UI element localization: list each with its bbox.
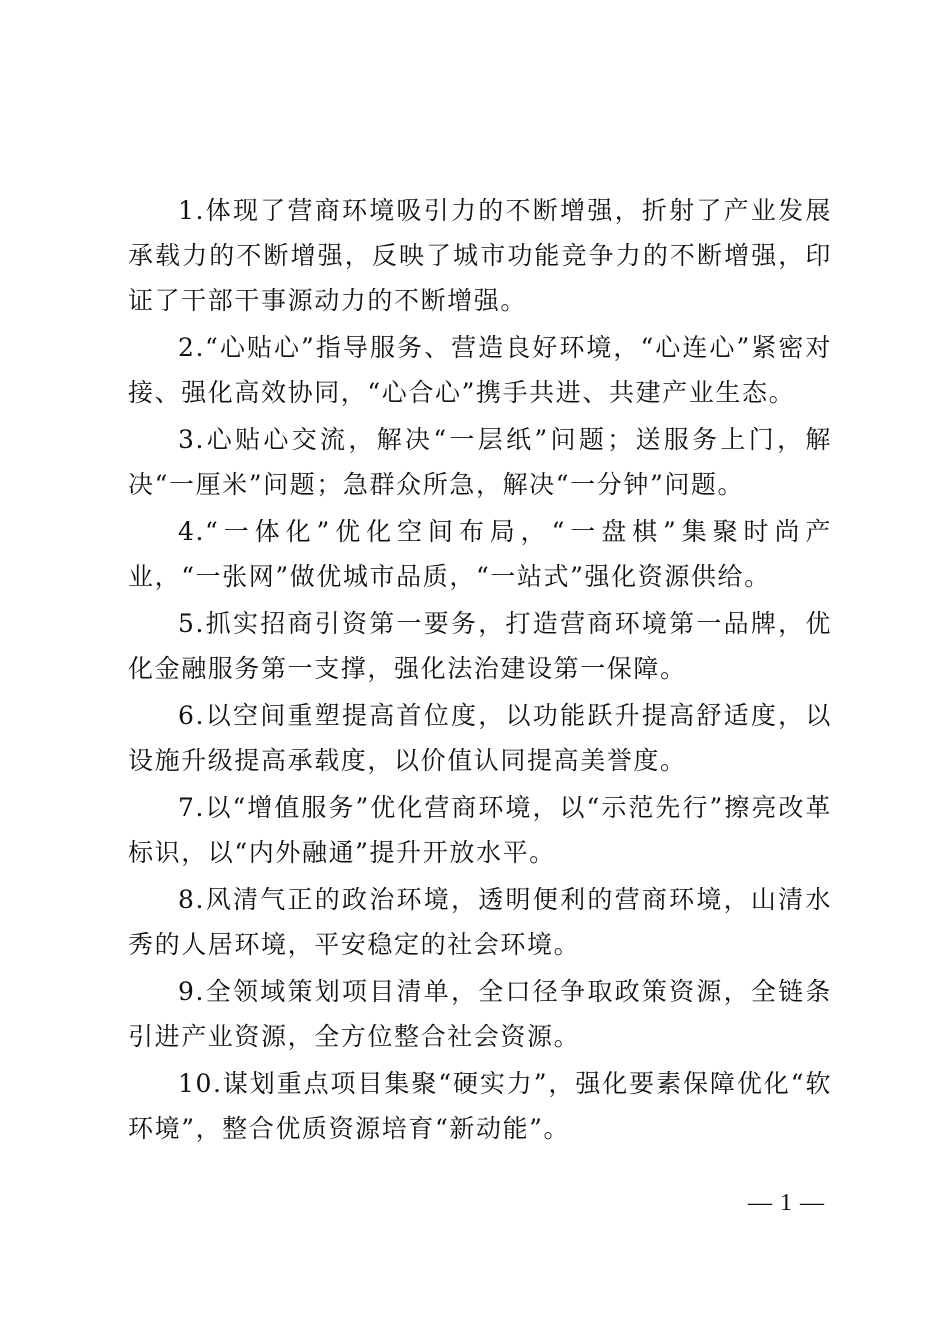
- document-body: [128, 188, 832, 1153]
- paragraph-7: 7.以“增值服务”优化营商环境，以“示范先行”擦亮改革标识，以“内外融通”提升开放水平。: [128, 793, 832, 867]
- paragraph-9: 9.全领域策划项目清单，全口径争取政策资源，全链条引进产业资源，全方位整合社会资源。: [128, 977, 832, 1051]
- paragraph-10: 10.谋划重点项目集聚“硬实力”，强化要素保障优化“软环境”，整合优质资源培育“新动能”。: [128, 1069, 832, 1143]
- paragraph-6: 6.以空间重塑提高首位度，以功能跃升提高舒适度，以设施升级提高承载度，以价值认同提高美誉度。: [128, 701, 832, 775]
- page-number: — 1 —: [748, 1190, 825, 1216]
- paragraph-4: 4.“一体化”优化空间布局，“一盘棋”集聚时尚产业，“一张网”做优城市品质，“一站式”强化资源供给。: [128, 517, 832, 591]
- paragraph-3: 3.心贴心交流，解决“一层纸”问题；送服务上门，解决“一厘米”问题；急群众所急，解决“一分钟”问题。: [128, 425, 832, 499]
- paragraph-8: 8.风清气正的政治环境，透明便利的营商环境，山清水秀的人居环境，平安稳定的社会环境。: [128, 885, 832, 959]
- paragraph-5: 5.抓实招商引资第一要务，打造营商环境第一品牌，优化金融服务第一支撑，强化法治建设第一保障。: [128, 609, 832, 683]
- paragraph-2: 2.“心贴心”指导服务、营造良好环境，“心连心”紧密对接、强化高效协同，“心合心”携手共进、共建产业生态。: [128, 333, 832, 407]
- paragraph-1: 1.体现了营商环境吸引力的不断增强，折射了产业发展承载力的不断增强，反映了城市功能竞争力的不断增强，印证了干部干事源动力的不断增强。: [128, 196, 832, 315]
